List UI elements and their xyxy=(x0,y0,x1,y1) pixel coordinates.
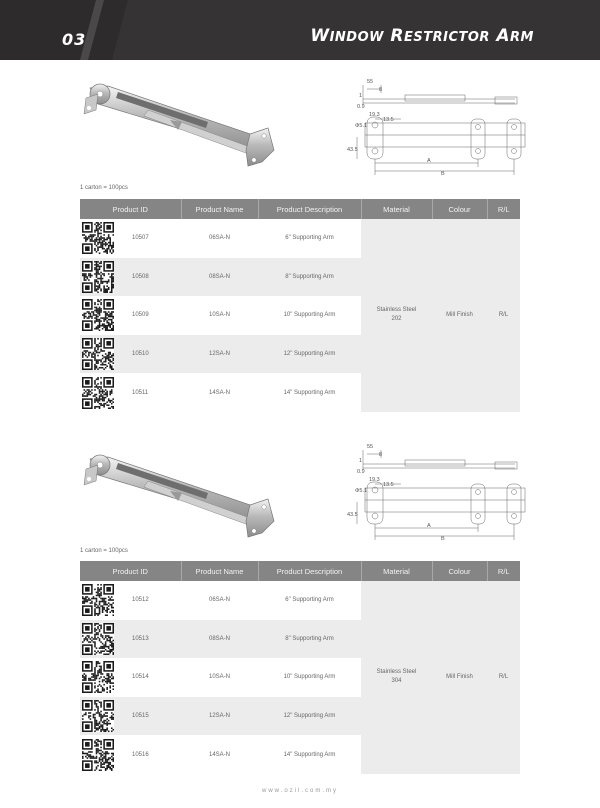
col-rl: R/L xyxy=(487,199,520,219)
col-rl: R/L xyxy=(487,561,520,581)
footer-website: www.ozil.com.my xyxy=(261,788,338,794)
dim-1: 1 xyxy=(359,458,363,464)
col-material: Material xyxy=(361,561,432,581)
material-cell xyxy=(361,219,432,412)
table-header-row xyxy=(80,199,520,219)
product-id: 10516 xyxy=(132,751,149,758)
product-description: 14" Supporting Arm xyxy=(258,735,361,774)
material-cell xyxy=(361,581,432,774)
product-name: 10SA-N xyxy=(181,296,258,335)
qr-code-icon xyxy=(82,661,114,693)
product-description: 12" Supporting Arm xyxy=(258,697,361,736)
dim-phi-5-1: Φ5.1 xyxy=(355,123,368,129)
colour-cell: Mill Finish xyxy=(432,581,487,774)
product-name: 12SA-N xyxy=(181,335,258,374)
product-id: 10511 xyxy=(132,389,149,396)
carton-note: 1 carton = 100pcs xyxy=(80,548,128,554)
restrictor-arm-photo xyxy=(78,436,278,546)
qr-code-icon xyxy=(82,338,114,370)
product-description: 14" Supporting Arm xyxy=(258,373,361,412)
material-line-1: Stainless Steel xyxy=(376,669,417,676)
product-id: 10509 xyxy=(132,312,149,319)
product-id: 10510 xyxy=(132,351,149,358)
col-product-id: Product ID xyxy=(80,199,181,219)
product-description: 10" Supporting Arm xyxy=(258,658,361,697)
dim-8: 8 xyxy=(379,87,383,93)
qr-code-icon xyxy=(82,623,114,655)
page-number: 03 xyxy=(62,30,87,49)
dim-13-5: 13.5 xyxy=(383,117,394,123)
dim-0-9: 0.9 xyxy=(357,469,365,475)
qr-code-icon xyxy=(82,700,114,732)
rl-cell: R/L xyxy=(487,581,520,774)
dim-b: B xyxy=(441,536,445,542)
dim-1: 1 xyxy=(359,93,363,99)
product-name: 06SA-N xyxy=(181,581,258,620)
dim-b: B xyxy=(441,171,445,177)
material-line-2: 304 xyxy=(391,678,402,685)
product-id: 10512 xyxy=(132,597,149,604)
col-product-name: Product Name xyxy=(181,199,258,219)
product-name: 08SA-N xyxy=(181,620,258,659)
product-table-2 xyxy=(80,561,520,774)
technical-drawing xyxy=(345,75,530,180)
product-description: 8" Supporting Arm xyxy=(258,620,361,659)
qr-code-icon xyxy=(82,261,114,293)
product-id: 10508 xyxy=(132,273,149,280)
product-description: 6" Supporting Arm xyxy=(258,581,361,620)
rl-cell: R/L xyxy=(487,219,520,412)
dim-0-9: 0.9 xyxy=(357,104,365,110)
technical-drawing xyxy=(345,440,530,545)
colour-cell: Mill Finish xyxy=(432,219,487,412)
dim-55: 55 xyxy=(367,79,374,85)
product-description: 10" Supporting Arm xyxy=(258,296,361,335)
product-description: 12" Supporting Arm xyxy=(258,335,361,374)
table-header-row xyxy=(80,561,520,581)
col-product-id: Product ID xyxy=(80,561,181,581)
dim-a: A xyxy=(427,523,431,529)
product-id: 10515 xyxy=(132,713,149,720)
col-colour: Colour xyxy=(432,199,487,219)
col-product-name: Product Name xyxy=(181,561,258,581)
product-name: 14SA-N xyxy=(181,373,258,412)
material-line-2: 202 xyxy=(391,316,402,323)
dim-13-5: 13.5 xyxy=(383,482,394,488)
page-title: WINDOW RESTRICTOR ARM xyxy=(310,26,534,46)
col-material: Material xyxy=(361,199,432,219)
dim-55: 55 xyxy=(367,444,374,450)
dim-a: A xyxy=(427,158,431,164)
carton-note: 1 carton = 100pcs xyxy=(80,185,128,191)
product-description: 8" Supporting Arm xyxy=(258,258,361,297)
dim-8: 8 xyxy=(379,452,383,458)
product-description: 6" Supporting Arm xyxy=(258,219,361,258)
product-id: 10507 xyxy=(132,235,149,242)
qr-code-icon xyxy=(82,222,114,254)
col-product-description: Product Description xyxy=(258,199,361,219)
product-table-1 xyxy=(80,199,520,412)
qr-code-icon xyxy=(82,739,114,771)
dim-43-5: 43.5 xyxy=(347,512,358,518)
material-line-1: Stainless Steel xyxy=(376,307,417,314)
qr-code-icon xyxy=(82,377,114,409)
page-header xyxy=(0,0,600,60)
product-id: 10513 xyxy=(132,635,149,642)
product-name: 14SA-N xyxy=(181,735,258,774)
table-row xyxy=(80,581,520,620)
product-name: 12SA-N xyxy=(181,697,258,736)
table-row xyxy=(80,219,520,258)
qr-code-icon xyxy=(82,584,114,616)
product-name: 06SA-N xyxy=(181,219,258,258)
dim-19-3: 19.3 xyxy=(369,477,380,483)
product-id: 10514 xyxy=(132,674,149,681)
product-name: 08SA-N xyxy=(181,258,258,297)
col-product-description: Product Description xyxy=(258,561,361,581)
dim-19-3: 19.3 xyxy=(369,112,380,118)
col-colour: Colour xyxy=(432,561,487,581)
dim-43-5: 43.5 xyxy=(347,147,358,153)
qr-code-icon xyxy=(82,299,114,331)
restrictor-arm-photo xyxy=(78,70,278,170)
dim-phi-5-1: Φ5.1 xyxy=(355,488,368,494)
product-name: 10SA-N xyxy=(181,658,258,697)
